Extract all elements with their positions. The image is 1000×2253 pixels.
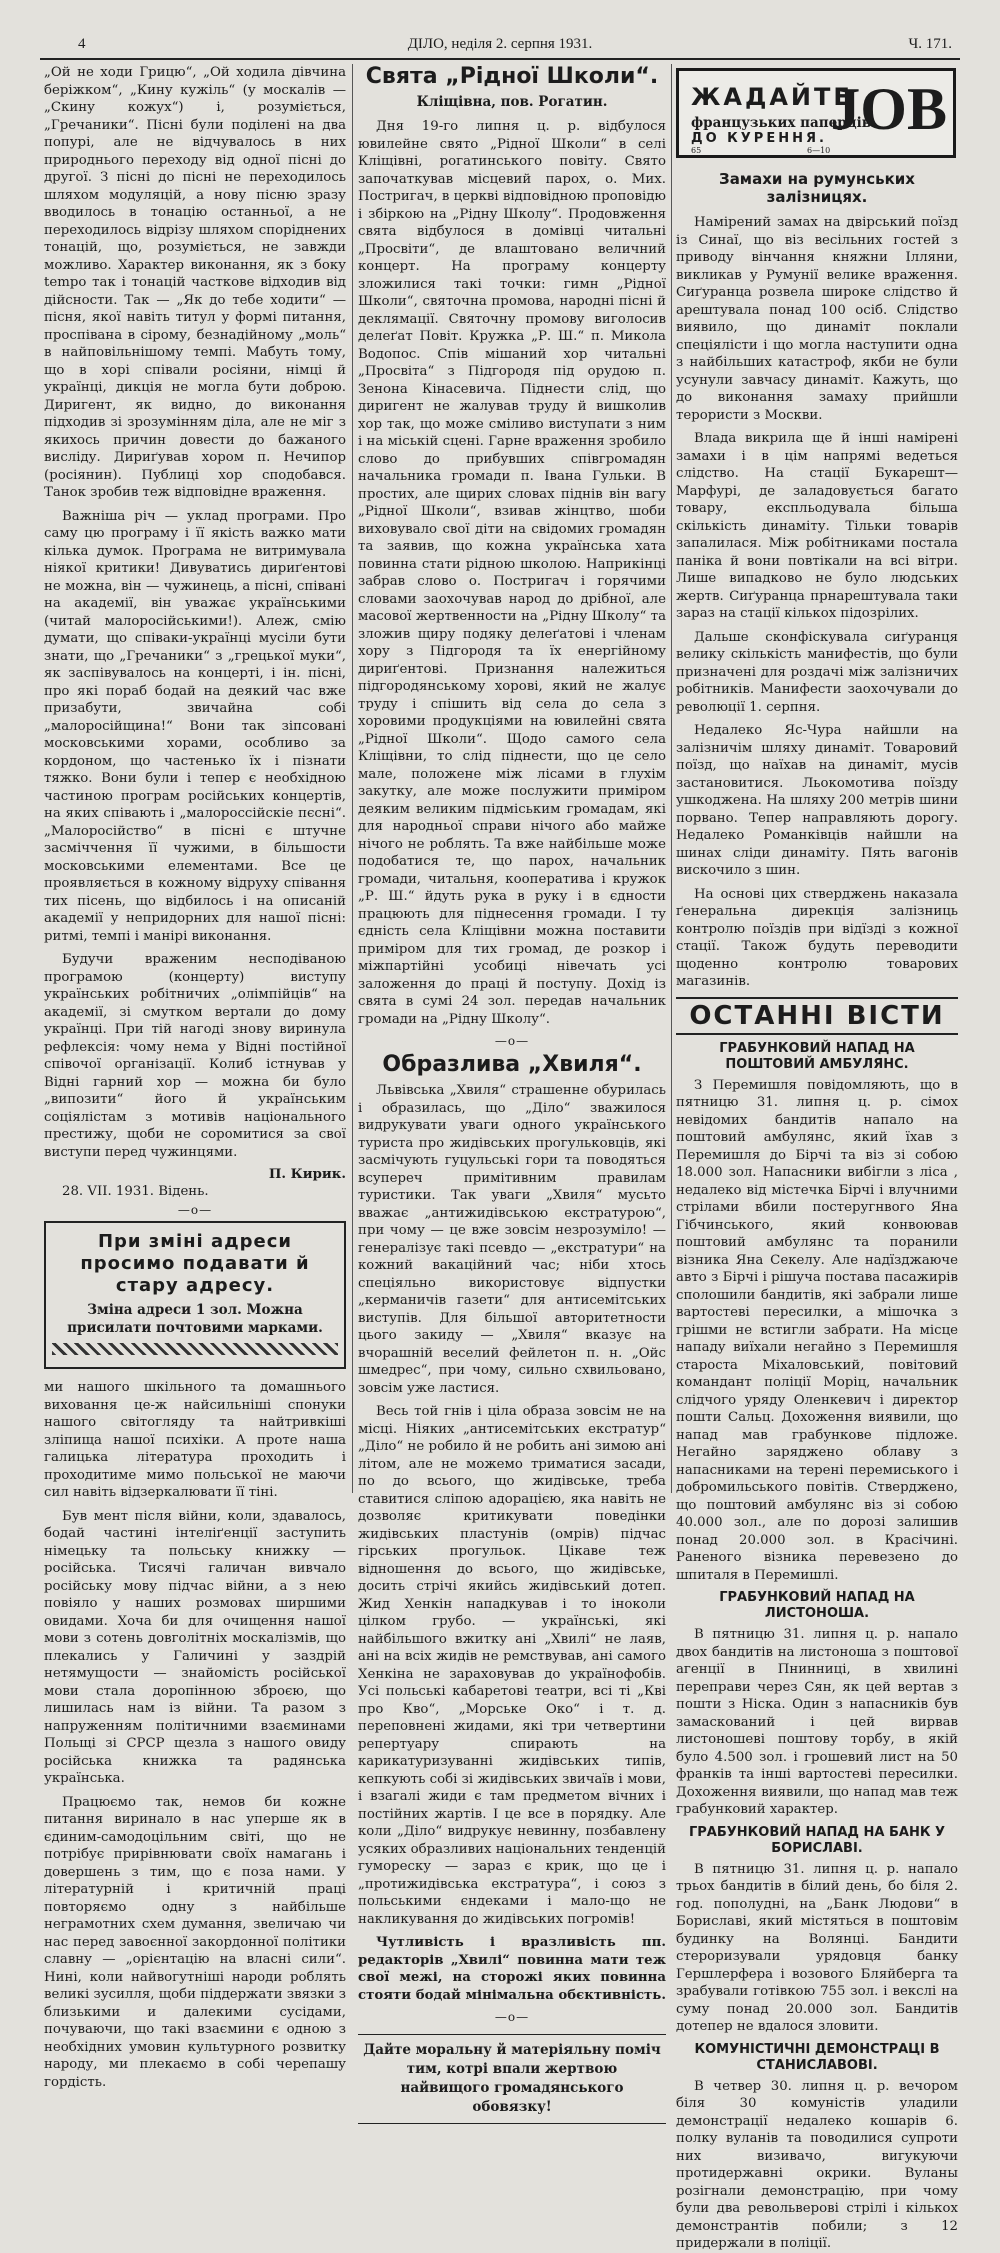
notice-border-ornament: [52, 1343, 338, 1355]
article-paragraph: Влада викрила ще й інші намірені замахи і в цім напрямі ведеться слідство. На стації Букарешт—Марфурі, де заладовується багато товару, експльодувала більша скількість динаміту. Тільки товарів запалилася. Між робітниками постала паніка й вони повтікали на всі вітри. Лише випадково не було людських жертв. Сиґуранца прнарештувала таки зараз на стації кількох підозрілих.: [676, 431, 958, 621]
address-change-notice: [44, 1221, 346, 1369]
ad-headline: ЖАДАЙТЕ: [691, 83, 853, 111]
article-paragraph: „Ой не ходи Грицю“, „Ой ходила дівчина беріжком“, „Кину кужіль“ (у москалів — „Скину кожух“) і, розуміється, „Гречаники“. Пісні були поділені на два попурі, але не відчувалось в них природнього переходу від одної пісні до другої. З пісні до пісні не переходилось шляхом модуляцій, а нову пісню зразу вводилось в тонацію останньої, а не переходилось відрізу шляхом споріднених тонацій, що, розуміється, не завжди можливо. Характер виконання, як з боку tempo так і тонацій часткове відходив від дійсности. Так — „Як до тебе ходити“ — пісня, якої навіть титул у формі питання, проспівана в сірому, безнадійному „моль“ в найповільнішому темпі. Мабуть тому, що в хорі співали росіяни, німці й українці, дикція не могла бути доброю. Диригент, як видно, до виконання підходив зі зрозумінням діла, але не міг з якихось причин довести до бажаного висліду. Дириґував хором п. Нечипор (росіянин). Публиці хор сподобався. Танок зробив теж відповідне враження.: [44, 65, 346, 500]
ad-code: 65: [691, 146, 702, 155]
column-divider: [671, 64, 672, 1493]
article-paragraph: ми нашого шкільного та домашнього виховання це-ж найсильніші спонуки нашого світогляду та найтривкіші зліпища нашої психіки. А проте наша галицька література проходить і проходитиме мимо польської не маючи сил навіть відзеркалювати її тіні.: [44, 1380, 346, 1500]
ad-line: французьких паперців: [691, 115, 872, 131]
article-paragraph: Будучи враженим несподіваною програмою (концерту) виступу українських робітничих „олімпійців“ на академії, зі смутком вертали до дому українці. При тій нагоді знову виринула рефлексія: чому нема у Відні постійної співочої організації. Колиб істнував у Відні гарний хор — можна би було „випозити“ його й українським соціялістам з мотивів національного престижу, щоби не соромитися за свої виступи перед чужинцями.: [44, 952, 346, 1160]
issue-number: Ч. 171.: [908, 36, 952, 52]
article-paragraph: Важніша річ — уклад програми. Про саму цю програму і її якість важко мати кілька думок. Програма не витримувала ніякої критики! Дивуватись дириґентові не можна, він — чужинець, а пісні, співані на академії, він уважає українськими (читай малоросійськими!). Алеж, смію думати, що співаки-українці мусіли бути знати, що „Гречаники“ з „грецької муки“, як заспівувалось на концерті, і ін. пісні, про які пораб бодай на деякий час вже призабути, звичайна собі „малоросійщина!“ Вони так зіпсовані московськими хорами, особливо за кордоном, що частенько їх і пізнати тяжко. Вони були і тепер є необхідною частиною програм російських концертів, на яких співають і „малороссійскіе пєсні“. „Малоросійство“ в пісні є штучне засміччення її чужими, в більшости московськими елементами. Все це проявляється в кожному відруху співання тих пісень, що відбилось і на описаній академії у непридорних для нашої пісні: ритмі, темпі і манірі виконання.: [44, 508, 346, 944]
article-title: Замахи на румунських залізницях.: [719, 170, 915, 206]
article-paragraph: Львівська „Хвиля“ страшенне обурилась і образилась, що „Діло“ зважилося видрукувати уваги одного українського туриста про жидівських прогульковців, які засмічують гуцульські гори та поводяться всупереч примітивним правилам туристики. Так уваги „Хвиля“ мусьто вважає „антижидівською екстратурою“, при чому — це вже зовсім незрозуміло! — генералізує такі псевдо — „екстратури“ на кожний вакаційний час; ніби хтось спеціяльно використовує відпустки „керманичів газети“ для антисемітських виступів. Для більшої авторитетности цього закиду — „Хвиля“ вказує на вчорашній веселий фейлетон п. н. „Ойс шмедрес“, при чому, сильно схвильовано, зовсім уже ластися.: [358, 1083, 666, 1396]
column-middle: [358, 64, 666, 2115]
job-logo: JOB: [830, 76, 947, 142]
news-title: ГРАБУНКОВИЙ НАПАД НА ЛИСТОНОША.: [719, 1590, 915, 1621]
article-subtitle: Кліщівна, пов. Рогатин.: [416, 94, 608, 110]
masthead-date: ДІЛО, неділя 2. серпня 1931.: [407, 36, 593, 52]
news-title: КОМУНІСТИЧНІ ДЕМОНСТРАЦІ В СТАНИСЛАВОВІ.: [694, 2041, 940, 2073]
notice-body: Зміна адреси 1 зол. Можна присилати почтовими марками.: [67, 1302, 323, 1336]
header-rule: [40, 58, 960, 60]
article-paragraph: Весь той гнів і ціла образа зовсім не на місці. Ніяких „антисемітських екстратур“ „Діло“ не робило й не робить ані зимою ані літом, але не можемо триматися засади, по до всього, що жидівське, треба ставитися сліпою адорацією, яка навіть не дозволяє критикувати поведінки жидівських пластунів (омрів) підчас гірських прогульок. Цікаве теж відношення до всього, що жидівське, досить стрічі якийсь жидівський дотеп. Жид Хенкін нападкував і то іноколи цілком грубо. — українські, які найбільшого вжитку ані „Хвилі“ не лаяв, ані на всіх жидів не ремствував, ані самого Хенкіна не зараховував до українофобів. Усі польські кабаретові театри, всі ті „Кві про Кво“, „Морське Око“ і т. д. переповнені жидами, які три четвертини репертуару спирають на карикатуризуванні жидівських типів, кепкують собі зі жидівських звичаїв і мови, і взагалі жиди є там предметом вічних і постійних жартів. І це все в порядку. Але коли „Діло“ видрукує невинну, позбавлену усяких образливих національних тенденцій гумореску — зараз є крик, що це і „протижидівська екстратура“, і союз з польськими єндеками і мало-що не накликування до жидівських погромів!: [358, 1404, 666, 1927]
appeal-box: Дайте моральну й матеріяльну поміч тим, котрі впали жертвою найвищого громадянського обовязку!: [358, 2034, 666, 2124]
news-paragraph: З Перемишля повідомляють, що в пятницю 31. липня ц. р. сімох невідомих бандитів напало на поштовий амбулянс, який їхав з Перемишля до Бірчі та віз зі собою 18.000 зол. Напасники вибігли з ліса , недалеко від містечка Бірчі і влучними стрілами вбили постеругнвого Яна Гібчинського, який конвоював поштовий амбулянс та поранили візника Яна Секелу. Але надїзджаюче авто з Бірчі і рішуча постава пасажирів сполошили бандитів, які забрали лише вартостеві пересилки, а мішочка з грішми не встигли забрати. На місце нападу виїхали негайно з Перемишля староста Міхаловський, повітовий командант поліції Моріц, начальник слідчого уряду Оленкевич і директор пошти Сальц. Дохоження виявили, що напад мав грабункове підложе. Негайно зарядженo облаву з напасниками на терені перемиського і добромильського повітів. Стверджено, що поштовий амбулянс віз зі собою 40.000 зол., але по дорозі залишив понад 20.000 зол. в Красічині. Раненого візника перевезено до шпиталя в Перемишлі.: [676, 1077, 958, 1583]
article-dateline: 28. VII. 1931. Відень.: [62, 1184, 209, 1199]
article-title: Свята „Рідної Школи“.: [365, 64, 659, 89]
article-paragraph: Намірений замах на двірський поїзд із Синаї, що віз весільних гостей з приводу вінчання княжни Ілляни, викликав у Румунії велике враження. Сиґуранца розвела широке слідство й арештувала понад 100 осіб. Слідство виявило, що динаміт поклали спеціялісти і що могла наступити одна з найбільших катастроф, якби не були усунули завчасу динаміт. Кажуть, що до виконання замаху прийшли терористи з Москви.: [676, 215, 958, 423]
article-paragraph: Працюємо так, немов би кожне питання виринало в нас уперше як в єдиним-самодоцільним світі, що не потрібує прирівнювати своїх намагань і довершень з тим, що є поза нами. У літературній і критичній праці повторяємо одну з найбільше неграмотних схем думання, звеличаю чи нас перед завоєнної закордонної політики славну — „орієнтацію на власні сили“. Нині, коли найвогутніші народи роблять великі зусилля, щоби піддержати звязки з близькими и далекими сусідами, почуваючи, що такі взаємини є одною з необхідних умовин культурного розвитку народу, ми плекаємо в собі черепашу гордість.: [44, 1794, 346, 2090]
article-paragraph: Дальше сконфіскувала сиґуранця велику скількість манифестів, що були призначені для роздачі між залізничих робітників. Манифести заохочували до революції 1. серпня.: [676, 629, 958, 715]
column-left: [44, 64, 346, 2090]
separator: —о—: [494, 1034, 530, 1048]
separator: —о—: [177, 1203, 213, 1217]
notice-title: При зміні адреси просимо подавати й стару адресу.: [80, 1231, 310, 1296]
job-paper-advertisement: [676, 68, 956, 158]
article-paragraph: Був мент після війни, коли, здавалось, бодай частині інтеліґенції заступить німецьку та польську книжку — російська. Тисячі галичан вивчало російську мову підчас війни, а з нею повіяло у наших розмовах ширшими овидами. Хоча би для очищення нашої мови з сотень довголітніх москалізмів, що плекались у Галичині у заздрій нетямущости — знайомість російської мови стала доропінною зброєю, що лишилась нам із війни. Та разом з напруженням політичними взаєминами Польщі зі СРСР щезла з нашого овиду російська книжка та радянська українська.: [44, 1508, 346, 1786]
article-paragraph: Чутливість і вразливість пп. редакторів „Хвилі“ повинна мати теж свої межі, на сторожі яких повинна стояти бодай мінімальна обєктивність.: [358, 1935, 666, 2003]
news-paragraph: В пятницю 31. липня ц. р. напало трьох бандитів в білий день, бо біля 2. год. пополудні, на „Банк Людови“ в Бориславі, який містяться в поштовім будинку на Волянці. Бандити стероризували урядовця банку Гершлерферa і возового Бляйберга та зрабували готівкою 755 зол. і векслі на суму понад 20.000 зол. Бандитів дотепер не вдалося зловити.: [676, 1861, 958, 2034]
separator: —о—: [494, 2010, 530, 2024]
ad-code: 6—10: [807, 146, 831, 155]
article-title: Образлива „Хвиля“.: [382, 1052, 642, 1077]
article-paragraph: Дня 19-го липня ц. р. відбулося ювилейне свято „Рідної Школи“ в селі Кліщівні, рогатинського повіту. Свято започаткував місцевий парох, о. Мих. Постригач, в церкві відповідною проповідю і збіркою на „Рідну Школу“. Продовження свята відбулося в домівці читальні „Просвіти“, де влаштовано величний концерт. На програму концерту зложилися такі точки: гимн „Рідної Школи“, святочна промова, народні пісні й деклямації. Святочну промову виголосив делеґат Повіт. Кружка „Р. Ш.“ п. Микола Водопос. Спів мішаний хор читальні „Просвіта“ з Підгородя під орудою п. Зенона Кінасевича. Піднести слід, що диригент не жалував труду й вишколив хор так, що може сміливо виступати з ним і на міській сцені. Гарне враження зробило слово до прибувших співгромадян начальника громади п. Івана Гульки. В простих, але щирих словах піднів він вагу „Рідної Школи“, взивав жінцтво, шоби виховувало свої діти на свідомих громадян та заявив, що кожна українська хата повинна стати рідною школою. Наприкінці забрав слово о. Постригач і горячими словами заохочував народ до дрібної, але масової жертвенности на „Рідну Школу“ та зложив щиру подяку делеґатові і членам хору з Підгородя та їх енергійному дириґентові. Признання належиться підгородянському хорові, який не жалує труду і спішить від села до села з хоровими продукціями на ювилейні свята „Рідної Школи“. Щодо самого села Кліщівни, то слід піднести, що це село мале, положене між лісами в глухім закутку, але може послужити приміром деяким великим підміським громадам, які для народньої справи нічого або майже нічого не роблять. Та вже найбільше може подобатися те, що парох, начальник громади, читальня, кооператива і кружок „Р. Ш.“ йдуть рука в руку і в єдности працюють для піднесення громади. І ту єдність села Кліщівни можна поставити приміром для тих громад, де розкор і міжпартійні усобиці нівечать усі заложення до праці й поступу. Дохід із свята в сумі 24 зол. передав начальник громади на „Рідну Школу“.: [358, 119, 666, 1027]
article-paragraph: Недалеко Яс-Чура найшли на залізничім шляху динаміт. Товаровий поїзд, що наїхав на динаміт, мусів застановитися. Льокомотива поїзду ушкоджена. На шляху 200 метрів шини порвано. Тепер направляють дорогу. Недалеко Романківців найшли на шинах сліди динаміту. Пять вагонів вискочило з шин.: [676, 723, 958, 878]
article-paragraph: На основі цих стверджень наказала ґенеральна дирекція залізниць контролю поїздів при відїзді з кожної стації. Також будуть переводити щоденно контролю товарових магазинів.: [676, 886, 958, 989]
article-signature: П. Кирик.: [268, 1167, 346, 1182]
latest-news-heading: ОСТАННІ ВІСТИ: [676, 997, 958, 1035]
news-title: ГРАБУНКОВИЙ НАПАД НА БАНК У БОРИСЛАВІ.: [688, 1824, 946, 1856]
news-title: ГРАБУНКОВИЙ НАПАД НА ПОШТОВИЙ АМБУЛЯНС.: [719, 1040, 915, 1072]
page-number: 4: [78, 36, 86, 52]
ad-line: ДО КУРЕННЯ.: [691, 131, 827, 146]
news-paragraph: В пятницю 31. липня ц. р. напало двох бандитів на листоноша з поштової агенції в Пнинниці, в хвилині переправи через Сян, як цей вертав з пошти з Ніска. Один з напасників був замаскований і цей вирвав листоношеві поштову торбу, в якій було 4.500 зол. і грошевий лист на 50 франків та інші вартостеві пересилки. Дохоження виявили, що напад мав теж грабунковий характер.: [676, 1627, 958, 1817]
news-paragraph: В четвер 30. липня ц. р. вечором біля 30 комуністів уладили демонстрації недалеко кошарів 6. полку вуланів та поводилися супроти них визивачо, вигукуючи протидержавні окрики. Вуланы розігнали демонстрацію, при чому були два револьверові стрілі і кількох демонстрантів побили; з 12 придержали в поліції.: [676, 2078, 958, 2251]
column-divider: [352, 64, 353, 1493]
column-right: [676, 64, 958, 2251]
page-header: [40, 36, 960, 56]
